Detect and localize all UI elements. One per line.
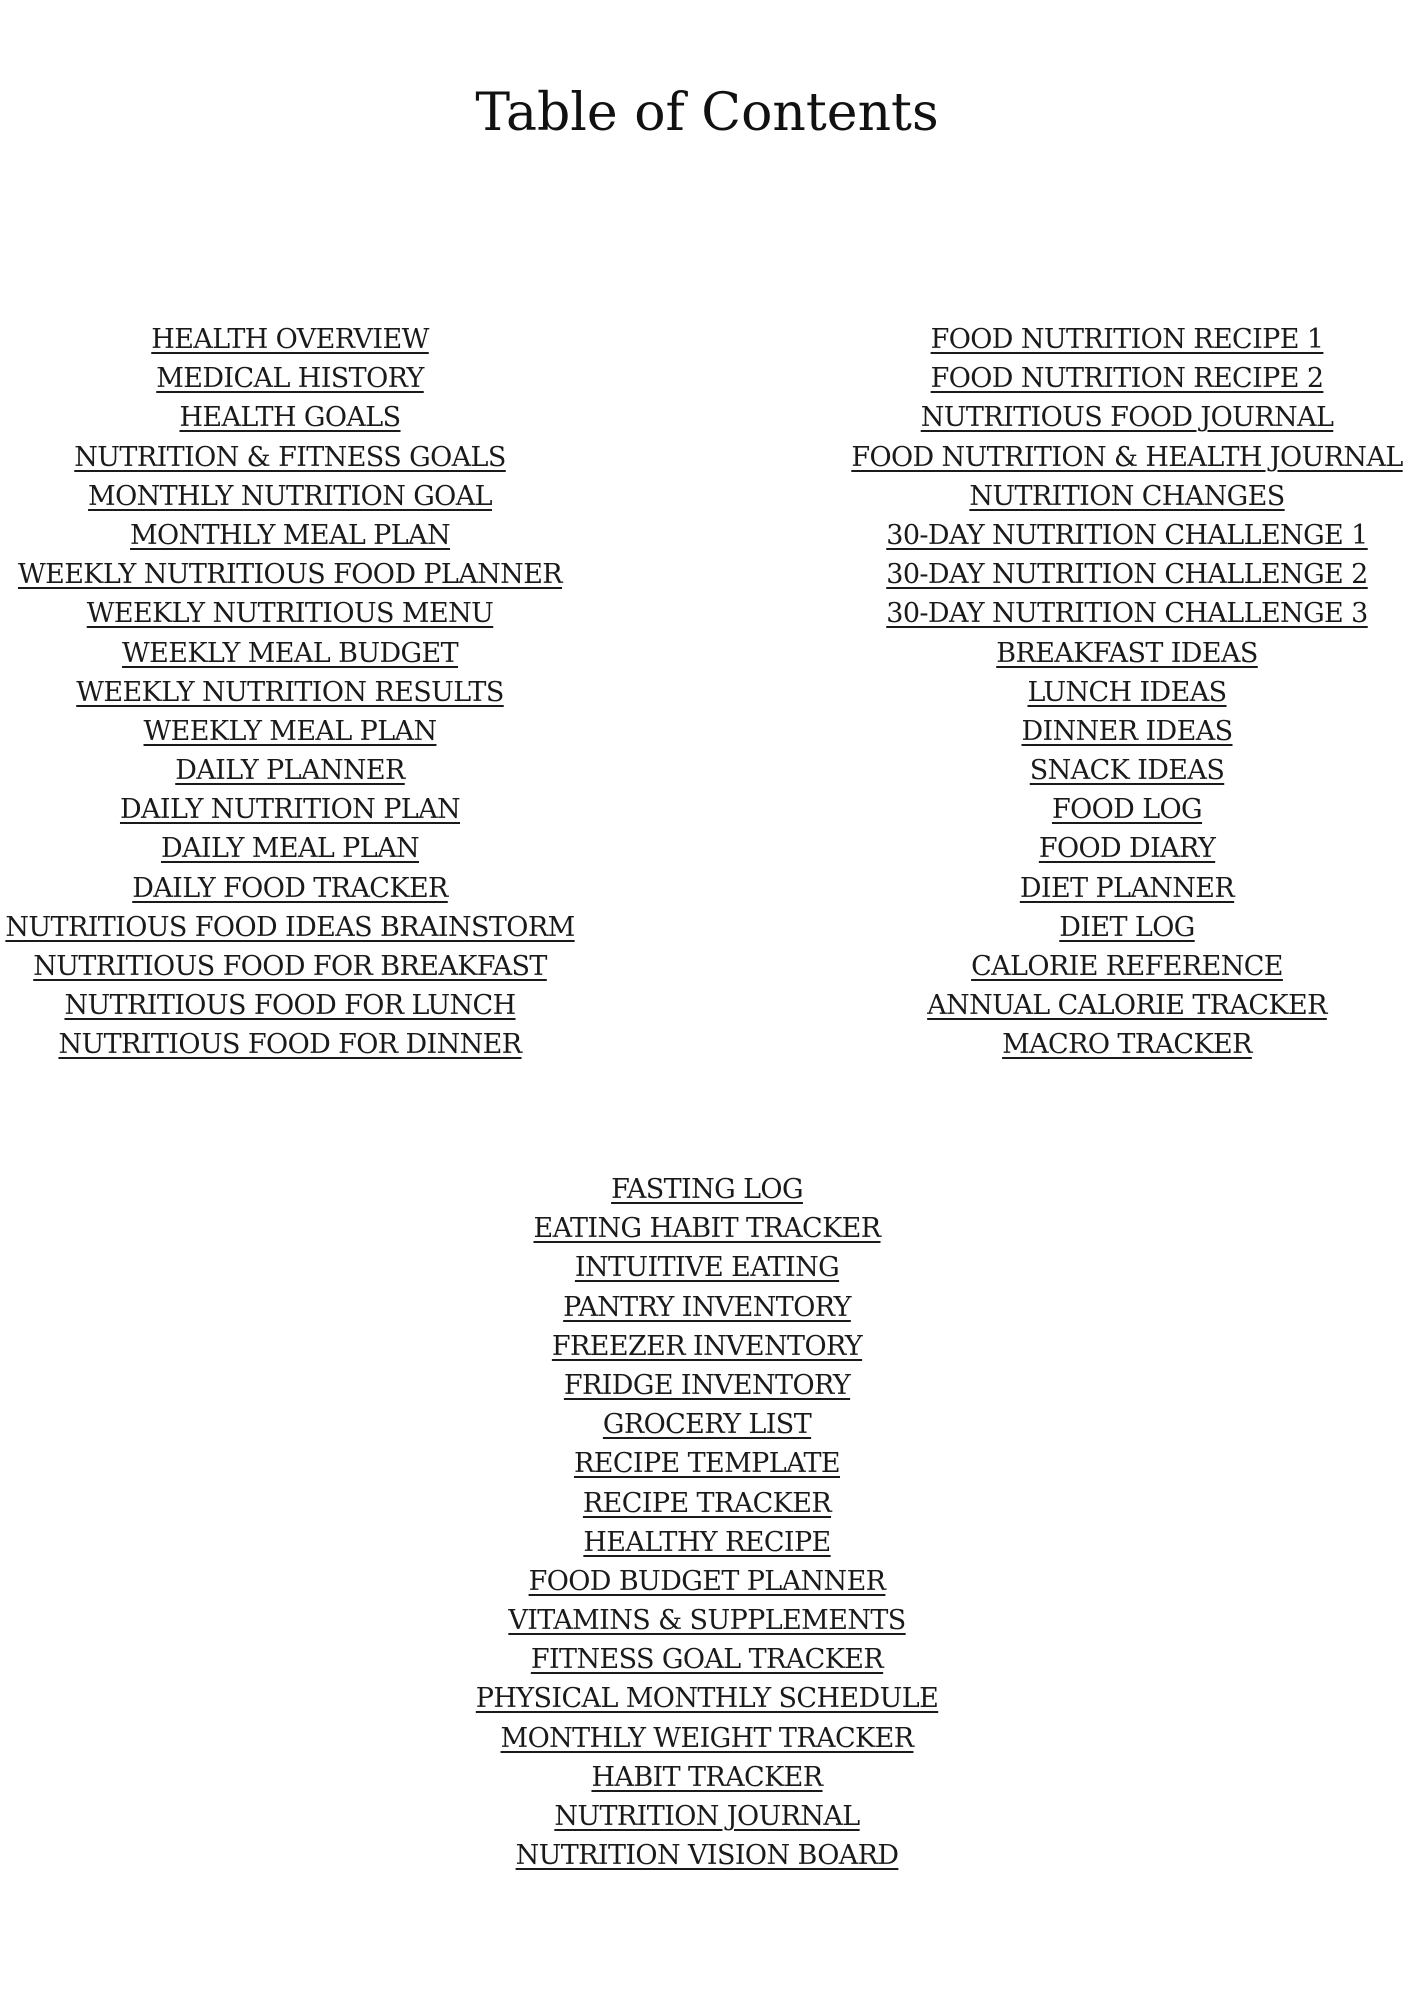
toc-link[interactable]: 30-DAY NUTRITION CHALLENGE 3 <box>886 598 1368 630</box>
toc-link[interactable]: HEALTH GOALS <box>179 402 401 434</box>
toc-link[interactable]: MONTHLY WEIGHT TRACKER <box>500 1722 914 1754</box>
toc-item <box>400 1288 1014 1327</box>
toc-link[interactable]: NUTRITION CHANGES <box>969 480 1285 512</box>
toc-column-left <box>0 320 580 1065</box>
toc-link[interactable]: DAILY PLANNER <box>175 755 405 787</box>
toc-link[interactable]: FOOD NUTRITION RECIPE 2 <box>930 363 1324 395</box>
toc-item <box>0 673 580 712</box>
toc-column-bottom <box>400 1170 1014 1875</box>
toc-link[interactable]: CALORIE REFERENCE <box>971 951 1283 982</box>
toc-link[interactable]: VITAMINS & SUPPLEMENTS <box>508 1605 906 1637</box>
toc-item <box>840 751 1414 790</box>
toc-item <box>0 1025 580 1064</box>
toc-item <box>400 1209 1014 1248</box>
toc-link[interactable]: RECIPE TEMPLATE <box>573 1448 841 1480</box>
toc-item <box>840 908 1414 947</box>
toc-link[interactable]: DAILY NUTRITION PLAN <box>119 794 461 826</box>
toc-item <box>0 438 580 477</box>
toc-link[interactable]: NUTRITION JOURNAL <box>554 1801 860 1832</box>
toc-link[interactable]: NUTRITIOUS FOOD IDEAS BRAINSTORM <box>5 911 575 943</box>
toc-item <box>400 1444 1014 1483</box>
toc-item <box>840 829 1414 868</box>
toc-link[interactable]: HABIT TRACKER <box>591 1761 823 1793</box>
toc-link[interactable]: MONTHLY MEAL PLAN <box>130 519 450 551</box>
toc-item <box>840 1025 1414 1064</box>
toc-item <box>400 1405 1014 1444</box>
toc-item <box>0 320 580 359</box>
toc-link[interactable]: ANNUAL CALORIE TRACKER <box>927 990 1327 1022</box>
toc-link[interactable]: MONTHLY NUTRITION GOAL <box>88 480 492 512</box>
toc-item <box>0 398 580 437</box>
toc-item <box>400 1836 1014 1875</box>
toc-item <box>840 398 1414 437</box>
toc-item <box>840 555 1414 594</box>
toc-link[interactable]: FOOD LOG <box>1051 794 1203 826</box>
toc-link[interactable]: FOOD DIARY <box>1038 833 1216 865</box>
toc-item <box>400 1640 1014 1679</box>
toc-link[interactable]: FOOD NUTRITION & HEALTH JOURNAL <box>851 441 1403 473</box>
toc-item <box>840 320 1414 359</box>
toc-item <box>400 1601 1014 1640</box>
toc-link[interactable]: NUTRITIOUS FOOD FOR BREAKFAST <box>33 951 547 982</box>
toc-link[interactable]: DAILY FOOD TRACKER <box>132 872 448 904</box>
toc-item <box>400 1719 1014 1758</box>
toc-item <box>0 477 580 516</box>
toc-link[interactable]: RECIPE TRACKER <box>582 1487 832 1519</box>
toc-item <box>840 477 1414 516</box>
toc-item <box>0 986 580 1025</box>
toc-link[interactable]: EATING HABIT TRACKER <box>533 1213 881 1245</box>
toc-item <box>840 516 1414 555</box>
toc-link[interactable]: 30-DAY NUTRITION CHALLENGE 2 <box>886 559 1368 591</box>
toc-item <box>840 986 1414 1025</box>
toc-column-right <box>840 320 1414 1065</box>
toc-link[interactable]: WEEKLY MEAL PLAN <box>143 715 437 747</box>
toc-link[interactable]: DAILY MEAL PLAN <box>160 833 419 865</box>
toc-item <box>0 634 580 673</box>
toc-item <box>0 594 580 633</box>
toc-link[interactable]: INTUITIVE EATING <box>574 1252 840 1284</box>
toc-item <box>0 908 580 947</box>
toc-link[interactable]: MEDICAL HISTORY <box>156 363 424 395</box>
toc-item <box>840 869 1414 908</box>
toc-link[interactable]: WEEKLY NUTRITIOUS MENU <box>86 598 494 630</box>
toc-link[interactable]: WEEKLY NUTRITIOUS FOOD PLANNER <box>17 559 563 591</box>
toc-item <box>400 1797 1014 1836</box>
toc-item <box>400 1562 1014 1601</box>
toc-item <box>0 751 580 790</box>
toc-item <box>0 555 580 594</box>
toc-link[interactable]: GROCERY LIST <box>602 1409 812 1441</box>
toc-item <box>400 1366 1014 1405</box>
toc-link[interactable]: DINNER IDEAS <box>1021 715 1233 747</box>
toc-item <box>400 1679 1014 1718</box>
toc-item <box>400 1327 1014 1366</box>
toc-link[interactable]: NUTRITION & FITNESS GOALS <box>74 441 506 473</box>
toc-link[interactable]: MACRO TRACKER <box>1002 1029 1252 1061</box>
toc-item <box>840 790 1414 829</box>
toc-item <box>400 1170 1014 1209</box>
toc-item <box>400 1758 1014 1797</box>
toc-link[interactable]: PHYSICAL MONTHLY SCHEDULE <box>475 1683 939 1715</box>
toc-link[interactable]: 30-DAY NUTRITION CHALLENGE 1 <box>886 519 1368 551</box>
toc-link[interactable]: FRIDGE INVENTORY <box>563 1369 851 1401</box>
toc-item <box>400 1523 1014 1562</box>
toc-item <box>0 359 580 398</box>
toc-item <box>840 594 1414 633</box>
toc-link[interactable]: FOOD NUTRITION RECIPE 1 <box>930 324 1324 355</box>
toc-item <box>840 947 1414 986</box>
toc-link[interactable]: NUTRITION VISION BOARD <box>515 1840 899 1872</box>
toc-link[interactable]: DIET PLANNER <box>1019 872 1235 904</box>
toc-item <box>0 947 580 986</box>
toc-link[interactable]: FREEZER INVENTORY <box>551 1330 863 1362</box>
toc-link[interactable]: WEEKLY NUTRITION RESULTS <box>76 676 504 708</box>
toc-item <box>0 790 580 829</box>
toc-item <box>840 673 1414 712</box>
toc-link[interactable]: PANTRY INVENTORY <box>563 1291 851 1323</box>
toc-item <box>0 829 580 868</box>
toc-link[interactable]: NUTRITIOUS FOOD JOURNAL <box>920 402 1334 434</box>
toc-link[interactable]: HEALTH OVERVIEW <box>151 324 429 355</box>
toc-link[interactable]: NUTRITIOUS FOOD FOR DINNER <box>58 1029 522 1061</box>
toc-item <box>840 359 1414 398</box>
toc-item <box>400 1248 1014 1287</box>
toc-link[interactable]: HEALTHY RECIPE <box>583 1526 831 1558</box>
toc-item <box>840 712 1414 751</box>
toc-link[interactable]: FITNESS GOAL TRACKER <box>530 1644 884 1676</box>
toc-item <box>0 712 580 751</box>
toc-link[interactable]: SNACK IDEAS <box>1029 755 1225 787</box>
toc-item <box>840 438 1414 477</box>
toc-link[interactable]: LUNCH IDEAS <box>1027 676 1227 708</box>
toc-link[interactable]: WEEKLY MEAL BUDGET <box>121 637 459 669</box>
toc-link[interactable]: FOOD BUDGET PLANNER <box>528 1565 886 1597</box>
toc-link[interactable]: NUTRITIOUS FOOD FOR LUNCH <box>64 990 516 1022</box>
toc-link[interactable]: FASTING LOG <box>611 1174 803 1205</box>
toc-link[interactable]: BREAKFAST IDEAS <box>996 637 1258 669</box>
toc-item <box>400 1484 1014 1523</box>
toc-item <box>0 516 580 555</box>
toc-link[interactable]: DIET LOG <box>1059 911 1195 943</box>
toc-item <box>840 634 1414 673</box>
toc-item <box>0 869 580 908</box>
page-title: Table of Contents <box>475 83 939 143</box>
